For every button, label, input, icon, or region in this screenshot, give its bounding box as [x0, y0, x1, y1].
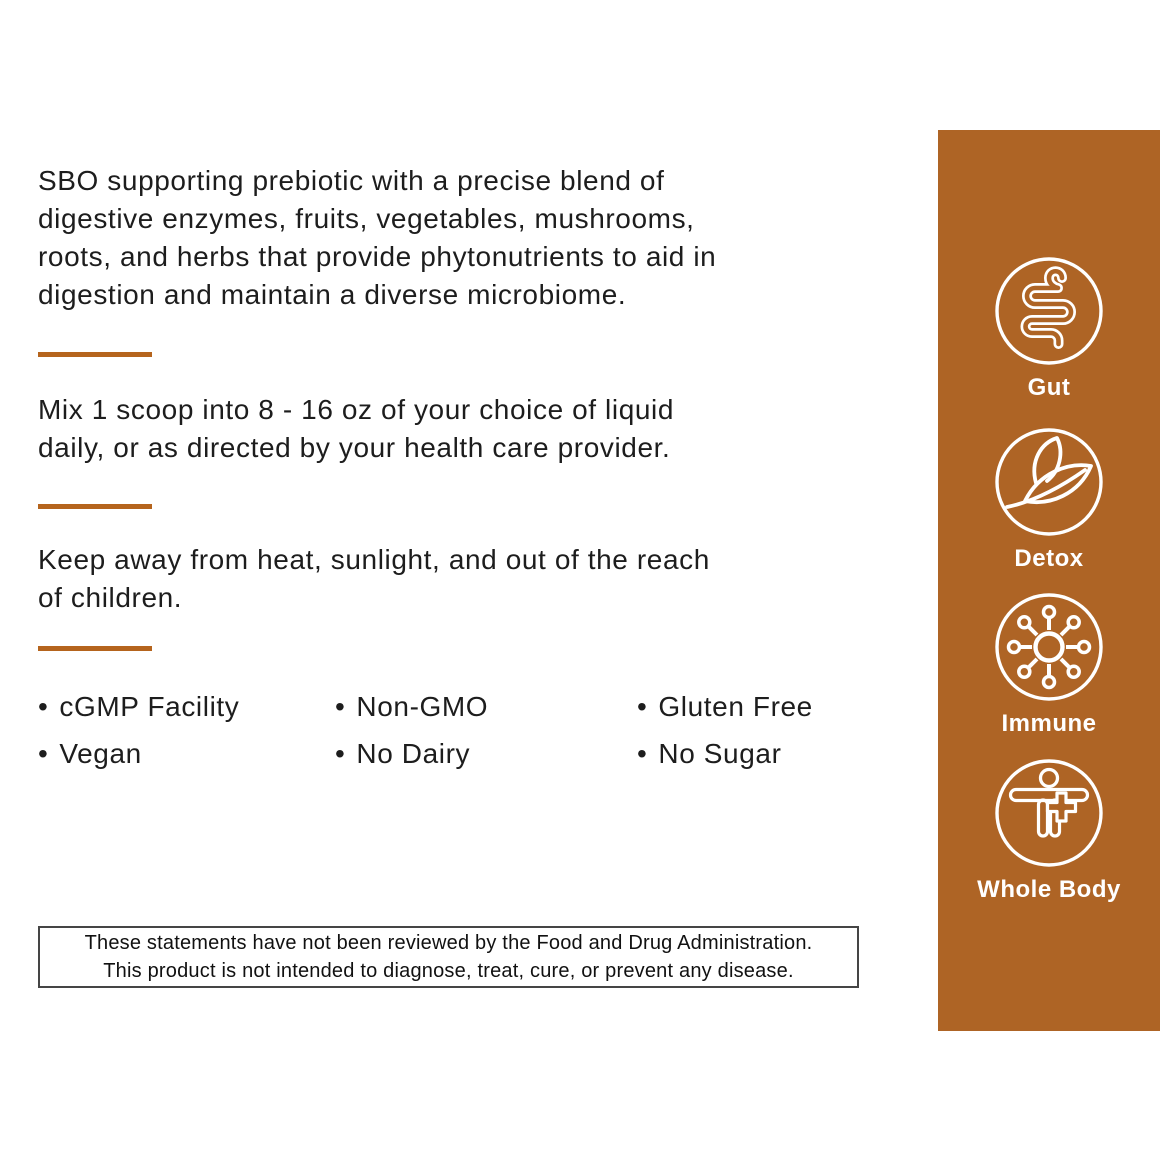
description-line: SBO supporting prebiotic with a precise blend of: [38, 165, 665, 196]
bullet-glyph: •: [38, 738, 49, 769]
feature-item: [637, 735, 898, 773]
benefit-immune: [938, 592, 1160, 738]
section-divider: [38, 504, 152, 509]
whole-body-icon: [994, 758, 1104, 868]
description-line: digestion and maintain a diverse microbiome.: [38, 279, 627, 310]
bullet-glyph: •: [38, 691, 49, 722]
benefits-sidebar: [938, 130, 1160, 1031]
directions-paragraph: [38, 391, 878, 467]
description-line: roots, and herbs that provide phytonutrients to aid in: [38, 241, 717, 272]
feature-label: Non-GMO: [356, 691, 489, 722]
feature-label: No Sugar: [658, 738, 782, 769]
feature-item: [335, 688, 637, 726]
description-paragraph: [38, 162, 878, 314]
feature-label: cGMP Facility: [59, 691, 240, 722]
storage-line: of children.: [38, 582, 183, 613]
feature-label: Gluten Free: [658, 691, 813, 722]
benefit-whole-body: [938, 758, 1160, 904]
benefit-label: Immune: [1001, 710, 1097, 737]
benefit-label: Detox: [1014, 545, 1084, 572]
section-divider: [38, 646, 152, 651]
description-line: digestive enzymes, fruits, vegetables, mushrooms,: [38, 203, 695, 234]
feature-label: Vegan: [59, 738, 142, 769]
bullet-glyph: •: [637, 738, 648, 769]
gut-intestine-icon: [994, 256, 1104, 366]
feature-item: [335, 735, 637, 773]
bullet-glyph: •: [335, 738, 346, 769]
disclaimer-line: This product is not intended to diagnose, treat, cure, or prevent any disease.: [103, 960, 794, 982]
feature-item: [38, 735, 335, 773]
feature-list: [38, 688, 898, 773]
benefit-label: Whole Body: [977, 876, 1121, 903]
directions-line: daily, or as directed by your health care provider.: [38, 432, 671, 463]
immune-cell-icon: [994, 592, 1104, 702]
section-divider: [38, 352, 152, 357]
benefit-gut: [938, 256, 1160, 402]
detox-leaf-icon: [994, 427, 1104, 537]
benefit-label: Gut: [1027, 374, 1071, 401]
storage-warning-paragraph: [38, 541, 878, 617]
fda-disclaimer-box: [38, 926, 859, 988]
feature-label: No Dairy: [356, 738, 471, 769]
feature-item: [38, 688, 335, 726]
benefit-detox: [938, 427, 1160, 573]
feature-item: [637, 688, 898, 726]
directions-line: Mix 1 scoop into 8 - 16 oz of your choice of liquid: [38, 394, 675, 425]
bullet-glyph: •: [637, 691, 648, 722]
disclaimer-line: These statements have not been reviewed by the Food and Drug Administration.: [84, 932, 813, 954]
storage-line: Keep away from heat, sunlight, and out of the reach: [38, 544, 710, 575]
bullet-glyph: •: [335, 691, 346, 722]
